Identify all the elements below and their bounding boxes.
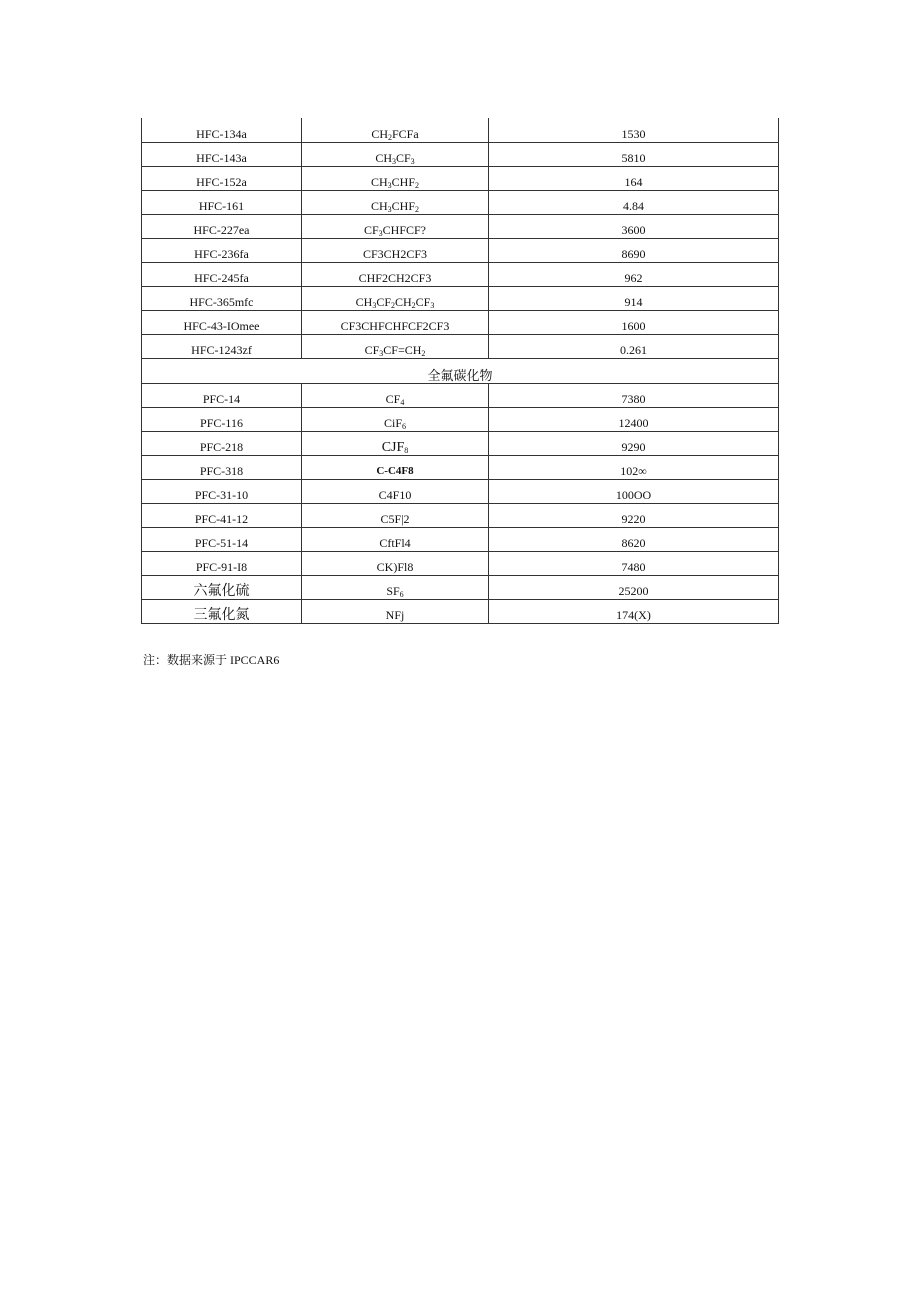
- formula-text: CH: [355, 294, 373, 309]
- gwp-value-cell: 102∞: [489, 455, 779, 479]
- gas-name-cell: PFC-14: [142, 383, 302, 407]
- formula-text: CH: [370, 174, 388, 189]
- formula-text: CF3CHFCHFCF2CF3: [340, 318, 450, 333]
- table-row: [142, 286, 779, 310]
- formula-text: C-C4F8: [376, 464, 414, 477]
- formula-subscript: 2: [415, 180, 419, 190]
- table-row: [142, 214, 779, 238]
- formula-subscript: 3: [378, 228, 383, 238]
- gas-name-cell: HFC-365mfc: [142, 286, 302, 310]
- formula-cell: [302, 551, 489, 575]
- table-row: [142, 479, 779, 503]
- gas-name-cell: PFC-218: [142, 431, 302, 455]
- gwp-value-cell: 9220: [489, 503, 779, 527]
- formula-text: CHF: [391, 174, 415, 189]
- section-heading: 全氟碳化物: [142, 358, 779, 383]
- gas-name-cell: HFC-236fa: [142, 238, 302, 262]
- gwp-table: [141, 118, 779, 624]
- formula-text: FCFa: [391, 126, 419, 141]
- formula-subscript: 3: [430, 300, 435, 310]
- formula-cell: [302, 190, 489, 214]
- formula-cell: [302, 142, 489, 166]
- formula-text: CF: [385, 391, 401, 406]
- gwp-value-cell: 1600: [489, 310, 779, 334]
- gwp-value-cell: 1530: [489, 118, 779, 142]
- formula-text: CK)Fl8: [376, 559, 414, 574]
- formula-cell: [302, 118, 489, 142]
- section-row: [142, 358, 779, 383]
- gwp-value-cell: 962: [489, 262, 779, 286]
- gwp-value-cell: 174(X): [489, 599, 779, 623]
- gas-name-cell: PFC-91-I8: [142, 551, 302, 575]
- gwp-value-cell: 12400: [489, 407, 779, 431]
- formula-cell: [302, 214, 489, 238]
- formula-text: CiF: [383, 415, 402, 430]
- formula-subscript: 2: [415, 204, 419, 214]
- gas-name-cell: 三氟化氮: [142, 599, 302, 623]
- formula-cell: [302, 599, 489, 623]
- gwp-value-cell: 8620: [489, 527, 779, 551]
- gwp-value-cell: 914: [489, 286, 779, 310]
- gas-name-cell: HFC-152a: [142, 166, 302, 190]
- gas-name-cell: PFC-318: [142, 455, 302, 479]
- gas-name-cell: HFC-245fa: [142, 262, 302, 286]
- gwp-value-cell: 3600: [489, 214, 779, 238]
- formula-text: CftFl4: [379, 535, 411, 550]
- table-row: [142, 262, 779, 286]
- formula-subscript: 3: [387, 204, 392, 214]
- formula-subscript: 3: [410, 156, 415, 166]
- formula-cell: [302, 407, 489, 431]
- table-row: [142, 431, 779, 455]
- formula-cell: [302, 575, 489, 599]
- formula-subscript: 2: [421, 348, 426, 358]
- table-row: [142, 527, 779, 551]
- formula-cell: [302, 334, 489, 358]
- gwp-value-cell: 9290: [489, 431, 779, 455]
- formula-text: CH: [375, 150, 392, 165]
- gas-name-cell: HFC-143a: [142, 142, 302, 166]
- formula-text: CF: [395, 150, 411, 165]
- gas-name-cell: HFC-227ea: [142, 214, 302, 238]
- formula-subscript: 6: [399, 589, 404, 599]
- table-row: [142, 238, 779, 262]
- formula-cell: [302, 310, 489, 334]
- formula-cell: [302, 527, 489, 551]
- formula-text: CHFCF?: [382, 222, 427, 237]
- formula-text: CF=CH: [383, 342, 422, 357]
- formula-subscript: 2: [387, 132, 392, 142]
- formula-subscript: 2: [411, 300, 416, 310]
- formula-subscript: 6: [402, 421, 406, 431]
- gwp-value-cell: 7380: [489, 383, 779, 407]
- formula-cell: [302, 166, 489, 190]
- gwp-value-cell: 25200: [489, 575, 779, 599]
- gas-name-cell: PFC-51-14: [142, 527, 302, 551]
- table-row: [142, 142, 779, 166]
- gas-name-cell: 六氟化硫: [142, 575, 302, 599]
- table-row: [142, 118, 779, 142]
- formula-text: C4F10: [378, 487, 412, 502]
- formula-subscript: 3: [387, 180, 392, 190]
- formula-cell: [302, 455, 489, 479]
- formula-text: C5F|2: [380, 511, 410, 526]
- formula-text: NFj: [385, 607, 405, 622]
- gwp-value-cell: 0.261: [489, 334, 779, 358]
- table-row: [142, 575, 779, 599]
- formula-text: CHF2CH2CF3: [358, 270, 432, 285]
- table-row: [142, 407, 779, 431]
- table-row: [142, 166, 779, 190]
- formula-cell: [302, 383, 489, 407]
- gwp-value-cell: 164: [489, 166, 779, 190]
- formula-cell: [302, 479, 489, 503]
- table-row: [142, 310, 779, 334]
- formula-cell: [302, 262, 489, 286]
- formula-subscript: 8: [404, 445, 409, 455]
- table-row: [142, 551, 779, 575]
- gas-name-cell: PFC-31-10: [142, 479, 302, 503]
- formula-text: CH: [371, 126, 388, 141]
- formula-text: CF: [364, 342, 380, 357]
- gas-name-cell: HFC-43-IOmee: [142, 310, 302, 334]
- formula-subscript: 3: [391, 156, 396, 166]
- formula-subscript: 3: [372, 300, 377, 310]
- table-row: [142, 190, 779, 214]
- formula-subscript: 3: [379, 348, 384, 358]
- gwp-value-cell: 8690: [489, 238, 779, 262]
- formula-text: CF: [363, 222, 379, 237]
- formula-text: CF: [415, 294, 431, 309]
- gas-name-cell: PFC-41-12: [142, 503, 302, 527]
- gwp-value-cell: 100OO: [489, 479, 779, 503]
- table-row: [142, 503, 779, 527]
- gas-name-cell: HFC-134a: [142, 118, 302, 142]
- formula-text: CJF: [381, 439, 405, 455]
- formula-cell: [302, 286, 489, 310]
- formula-text: CF3CH2CF3: [362, 246, 428, 261]
- formula-text: CH: [370, 198, 388, 213]
- gas-name-cell: PFC-116: [142, 407, 302, 431]
- formula-cell: [302, 503, 489, 527]
- gwp-value-cell: 5810: [489, 142, 779, 166]
- table-note: 注：数据来源于 IPCCAR6: [143, 653, 280, 667]
- table-row: [142, 383, 779, 407]
- formula-text: CHF: [391, 198, 415, 213]
- formula-subscript: 4: [400, 397, 405, 407]
- formula-text: CH: [395, 294, 412, 309]
- table-row: [142, 455, 779, 479]
- formula-cell: [302, 431, 489, 455]
- table-row: [142, 599, 779, 623]
- gas-name-cell: HFC-161: [142, 190, 302, 214]
- formula-cell: [302, 238, 489, 262]
- formula-subscript: 2: [391, 300, 395, 310]
- gas-name-cell: HFC-1243zf: [142, 334, 302, 358]
- table-row: [142, 334, 779, 358]
- gwp-value-cell: 7480: [489, 551, 779, 575]
- formula-text: CF: [376, 294, 391, 309]
- gwp-value-cell: 4.84: [489, 190, 779, 214]
- formula-text: SF: [386, 583, 400, 598]
